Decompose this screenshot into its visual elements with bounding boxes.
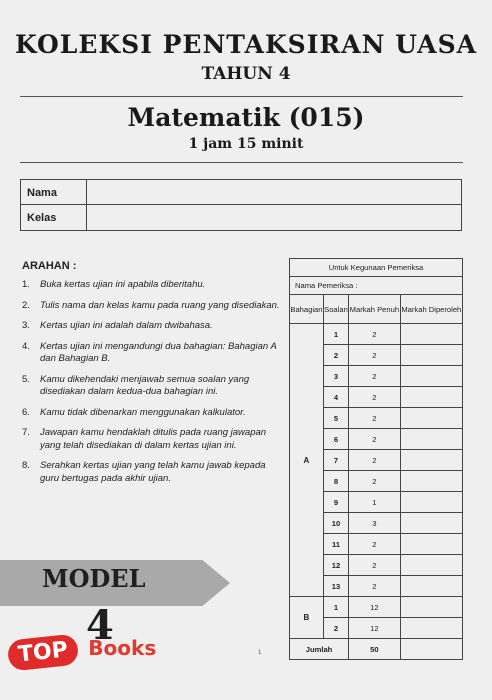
subject-title: Matematik (015) [127, 103, 365, 132]
page-number: 1 [258, 650, 262, 656]
col-soalan: Soalan [323, 295, 348, 324]
obtained-marks-field[interactable] [400, 324, 462, 345]
col-markah-diperoleh: Markah Diperoleh [400, 295, 462, 324]
logo-books-text: Books [88, 636, 157, 660]
instructions-list [22, 279, 284, 493]
kelas-label: Kelas [21, 205, 87, 230]
full-marks: 2 [349, 345, 401, 366]
obtained-marks-field[interactable] [400, 387, 462, 408]
obtained-marks-field[interactable] [400, 576, 462, 597]
nama-label: Nama [21, 180, 87, 205]
obtained-marks-field[interactable] [400, 534, 462, 555]
obtained-marks-field[interactable] [400, 366, 462, 387]
instruction-number: 5. [22, 373, 30, 385]
full-marks: 2 [349, 555, 401, 576]
full-marks: 2 [349, 576, 401, 597]
instruction-item [22, 300, 284, 313]
nama-field[interactable] [87, 180, 461, 205]
full-marks: 2 [349, 366, 401, 387]
full-marks: 2 [349, 450, 401, 471]
section-label: A [290, 324, 324, 597]
instruction-item [22, 320, 284, 333]
instruction-number: 4. [22, 340, 30, 352]
obtained-marks-field[interactable] [400, 618, 462, 639]
instruction-number: 6. [22, 406, 30, 418]
instruction-item [22, 341, 284, 366]
instruction-item [22, 374, 284, 399]
year-title: TAHUN 4 [201, 64, 291, 84]
instruction-item [22, 407, 284, 420]
instruction-text: Serahkan kertas ujian yang telah kamu jawab kepada guru bertugas pada akhir ujian. [40, 460, 266, 484]
instruction-text: Jawapan kamu hendaklah ditulis pada ruang jawapan yang telah disediakan di dalam kertas ujian ini. [40, 427, 267, 451]
duration: 1 jam 15 minit [188, 136, 304, 152]
instruction-number: 8. [22, 460, 30, 471]
examiner-title: Untuk Kegunaan Pemeriksa [290, 259, 463, 277]
question-number: 8 [323, 471, 348, 492]
instruction-number: 2. [22, 299, 30, 311]
score-row [290, 324, 463, 345]
instruction-item [22, 460, 284, 485]
question-number: 3 [323, 366, 348, 387]
obtained-marks-field[interactable] [400, 450, 462, 471]
obtained-marks-field[interactable] [400, 408, 462, 429]
divider [20, 96, 463, 97]
section-label: B [290, 597, 324, 639]
full-marks: 12 [349, 618, 401, 639]
question-number: 5 [323, 408, 348, 429]
question-number: 6 [323, 429, 348, 450]
question-number: 11 [323, 534, 348, 555]
obtained-marks-field[interactable] [400, 555, 462, 576]
logo-top-text: TOP [7, 633, 80, 671]
topbooks-logo [8, 636, 156, 668]
divider [20, 162, 463, 163]
total-obtained[interactable] [400, 639, 462, 660]
examiner-table [289, 258, 463, 660]
question-number: 2 [323, 618, 348, 639]
full-marks: 2 [349, 471, 401, 492]
question-number: 1 [323, 597, 348, 618]
instructions-title: ARAHAN : [22, 260, 77, 272]
instruction-text: Kertas ujian ini mengandungi dua bahagian: Bahagian A dan Bahagian B. [40, 340, 277, 364]
full-marks: 2 [349, 534, 401, 555]
kelas-field[interactable] [87, 205, 461, 230]
question-number: 9 [323, 492, 348, 513]
obtained-marks-field[interactable] [400, 492, 462, 513]
instruction-text: Kertas ujian ini adalah dalam dwibahasa. [40, 320, 213, 331]
question-number: 2 [323, 345, 348, 366]
full-marks: 2 [349, 387, 401, 408]
full-marks: 3 [349, 513, 401, 534]
col-bahagian: Bahagian [290, 295, 324, 324]
score-row [290, 597, 463, 618]
full-marks: 1 [349, 492, 401, 513]
question-number: 13 [323, 576, 348, 597]
full-marks: 2 [349, 324, 401, 345]
total-value: 50 [349, 639, 401, 660]
instruction-text: Kamu dikehendaki menjawab semua soalan yang disediakan dalam kedua-dua bahagian ini. [40, 373, 250, 397]
instruction-number: 7. [22, 427, 30, 438]
model-label: MODEL [42, 564, 146, 593]
obtained-marks-field[interactable] [400, 513, 462, 534]
obtained-marks-field[interactable] [400, 471, 462, 492]
series-title: KOLEKSI PENTAKSIRAN UASA [14, 30, 478, 59]
obtained-marks-field[interactable] [400, 597, 462, 618]
instruction-text: Buka kertas ujian ini apabila diberitahu. [40, 279, 206, 290]
instruction-text: Kamu tidak dibenarkan menggunakan kalkulator. [40, 406, 246, 418]
instruction-text: Tulis nama dan kelas kamu pada ruang yang disediakan. [40, 299, 280, 311]
question-number: 7 [323, 450, 348, 471]
question-number: 1 [323, 324, 348, 345]
col-markah-penuh: Markah Penuh [349, 295, 401, 324]
instruction-number: 1. [22, 279, 30, 290]
instruction-item [22, 427, 284, 452]
full-marks: 12 [349, 597, 401, 618]
instruction-number: 3. [22, 320, 30, 331]
examiner-name-field[interactable]: Nama Pemeriksa : [290, 277, 463, 295]
question-number: 4 [323, 387, 348, 408]
instruction-item [22, 279, 284, 292]
identity-box [20, 179, 462, 231]
question-number: 10 [323, 513, 348, 534]
full-marks: 2 [349, 429, 401, 450]
model-number: 4 [86, 602, 114, 649]
total-label: Jumlah [290, 639, 349, 660]
full-marks: 2 [349, 408, 401, 429]
question-number: 12 [323, 555, 348, 576]
obtained-marks-field[interactable] [400, 429, 462, 450]
obtained-marks-field[interactable] [400, 345, 462, 366]
